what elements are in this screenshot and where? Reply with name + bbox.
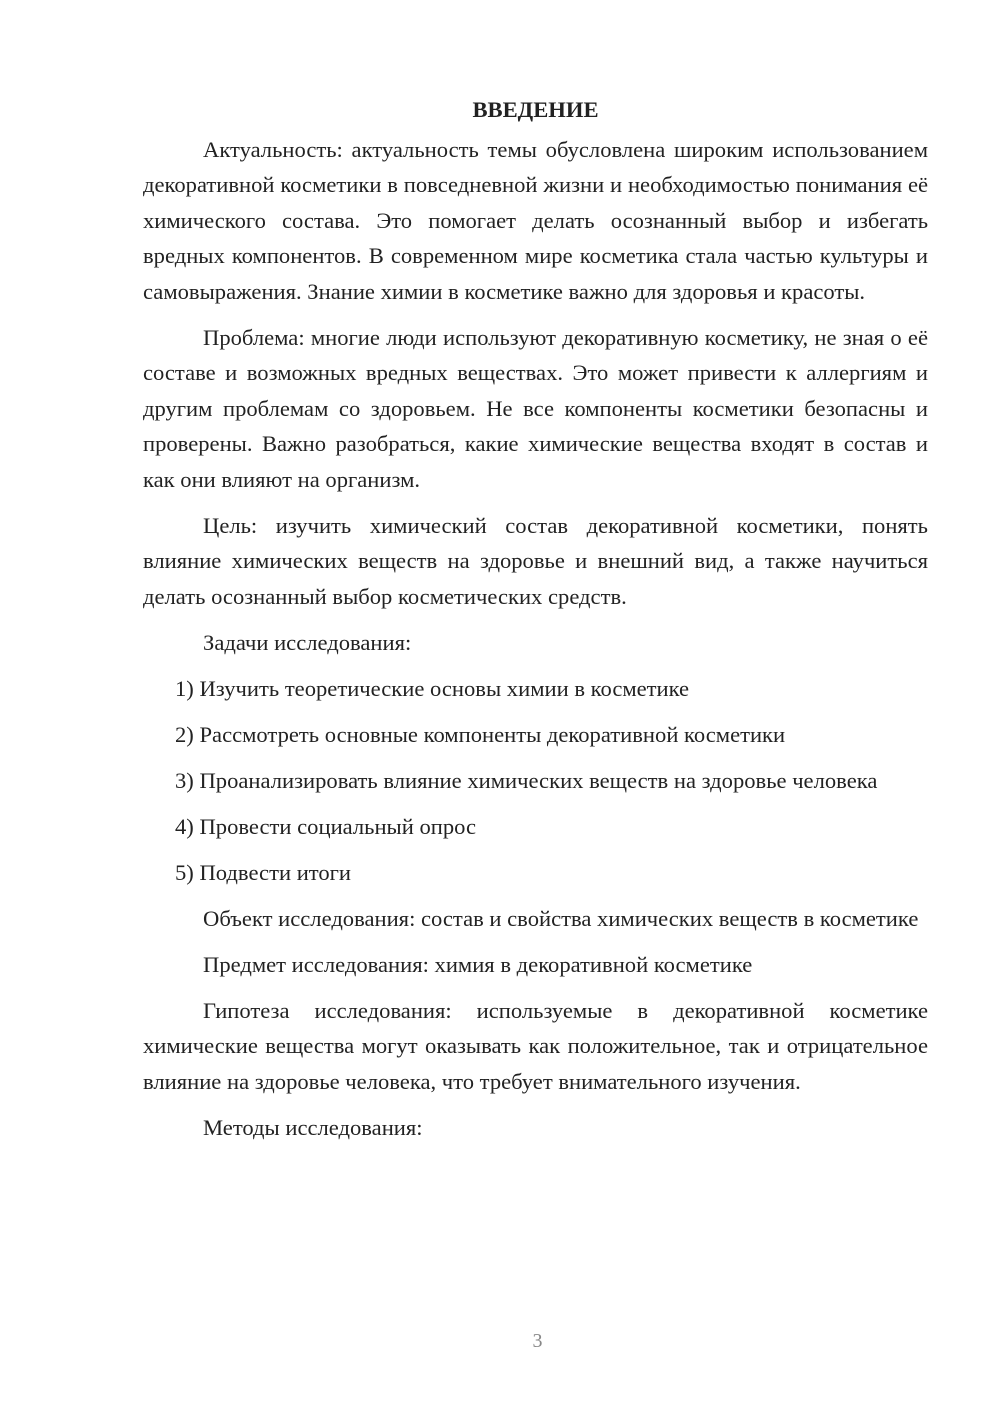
goal-paragraph: Цель: изучить химический состав декоративной косметики, понять влияние химических веществ на здоровье и внешний вид, а также научиться делать осознанный выбор косметических средств. <box>143 512 928 609</box>
page-content <box>143 92 928 1156</box>
page-title: ВВЕДЕНИЕ <box>472 97 599 122</box>
object-paragraph: Объект исследования: состав и свойства химических веществ в косметике <box>203 905 919 931</box>
subject-paragraph: Предмет исследования: химия в декоративной косметике <box>203 951 753 977</box>
task-item-4: 4) Провести социальный опрос <box>175 813 477 839</box>
tasks-heading: Задачи исследования: <box>203 629 412 655</box>
page-number: 3 <box>532 1330 543 1352</box>
task-item-1: 1) Изучить теоретические основы химии в косметике <box>175 675 690 701</box>
hypothesis-paragraph: Гипотеза исследования: используемые в декоративной косметике химические вещества могут оказывать как положительное, так и отрицательное влияние на здоровье человека, что требует внимательного изучения. <box>143 997 928 1094</box>
task-item-5: 5) Подвести итоги <box>175 859 352 885</box>
relevance-paragraph: Актуальность: актуальность темы обусловлена широким использованием декоративной косметики в повседневной жизни и необходимостью понимания её химического состава. Это помогает делать осознанный выбор и избегать вредных компонентов. В современном мире косметика стала частью культуры и самовыражения. Знание химии в косметике важно для здоровья и красоты. <box>143 136 928 304</box>
problem-paragraph: Проблема: многие люди используют декоративную косметику, не зная о её составе и возможных вредных веществах. Это может привести к аллергиям и другим проблемам со здоровьем. Не все компоненты косметики безопасны и проверены. Важно разобраться, какие химические вещества входят в состав и как они влияют на организм. <box>143 324 928 492</box>
task-item-2: 2) Рассмотреть основные компоненты декоративной косметики <box>175 721 786 747</box>
task-item-3: 3) Проанализировать влияние химических веществ на здоровье человека <box>175 767 878 793</box>
methods-heading: Методы исследования: <box>203 1114 423 1140</box>
